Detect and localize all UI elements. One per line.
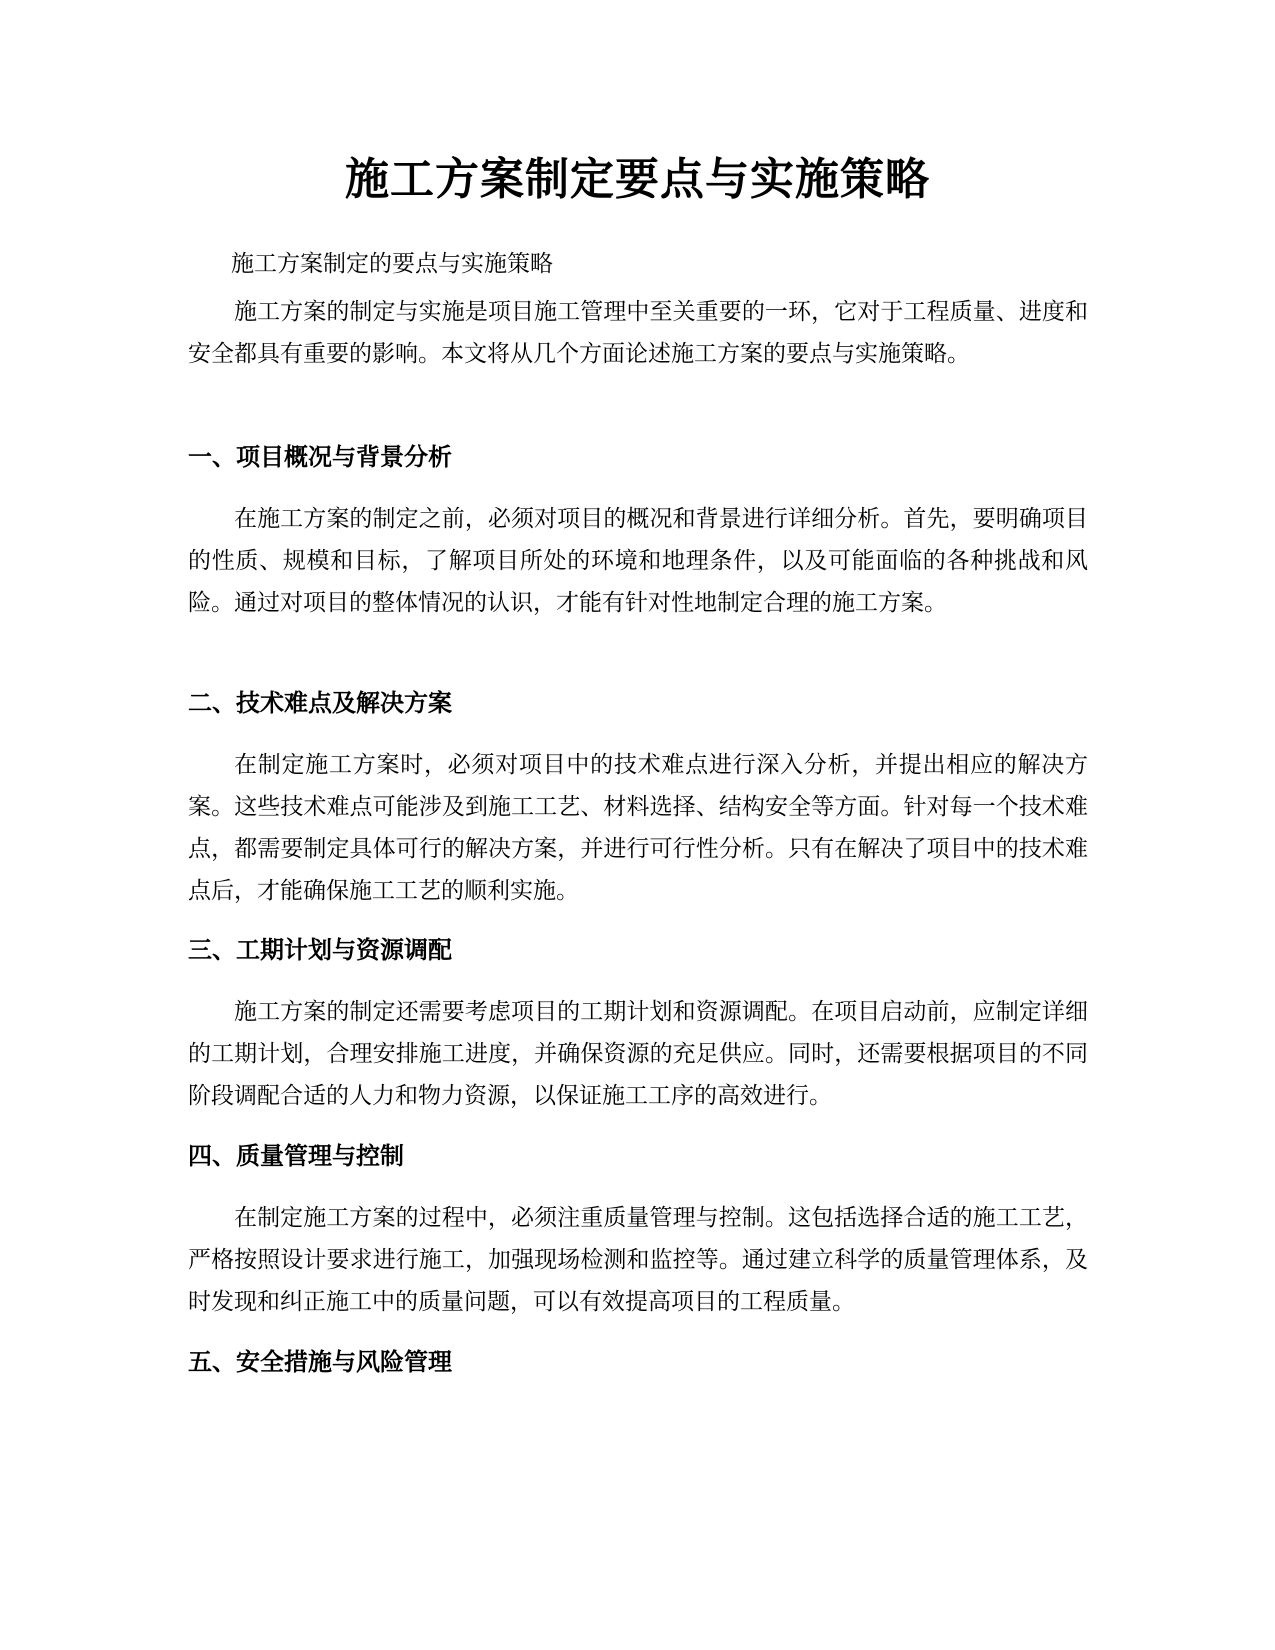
section-body-3: 施工方案的制定还需要考虑项目的工期计划和资源调配。在项目启动前，应制定详细的工期计划，合理安排施工进度，并确保资源的充足供应。同时，还需要根据项目的不同阶段调配合适的人力和物力资源，以保证施工工序的高效进行。: [188, 999, 1088, 1109]
document-title: 施工方案制定要点与实施策略: [345, 154, 930, 205]
section-body-1: 在施工方案的制定之前，必须对项目的概况和背景进行详细分析。首先，要明确项目的性质、规模和目标，了解项目所处的环境和地理条件，以及可能面临的各种挑战和风险。通过对项目的整体情况的认识，才能有针对性地制定合理的施工方案。: [188, 506, 1088, 616]
section-body-4: 在制定施工方案的过程中，必须注重质量管理与控制。这包括选择合适的施工工艺，严格按照设计要求进行施工，加强现场检测和监控等。通过建立科学的质量管理体系，及时发现和纠正施工中的质量问题，可以有效提高项目的工程质量。: [188, 1205, 1088, 1315]
document-subtitle: 施工方案制定的要点与实施策略: [231, 251, 553, 277]
section-heading-3: 三、工期计划与资源调配: [188, 936, 452, 964]
intro-paragraph: 施工方案的制定与实施是项目施工管理中至关重要的一环，它对于工程质量、进度和安全都具有重要的影响。本文将从几个方面论述施工方案的要点与实施策略。: [188, 299, 1088, 367]
section-heading-1: 一、项目概况与背景分析: [188, 443, 452, 471]
section-heading-4: 四、质量管理与控制: [188, 1142, 404, 1170]
section-heading-5: 五、安全措施与风险管理: [188, 1348, 452, 1376]
section-body-2: 在制定施工方案时，必须对项目中的技术难点进行深入分析，并提出相应的解决方案。这些技术难点可能涉及到施工工艺、材料选择、结构安全等方面。针对每一个技术难点，都需要制定具体可行的解决方案，并进行可行性分析。只有在解决了项目中的技术难点后，才能确保施工工艺的顺利实施。: [188, 752, 1088, 904]
section-heading-2: 二、技术难点及解决方案: [188, 689, 452, 717]
